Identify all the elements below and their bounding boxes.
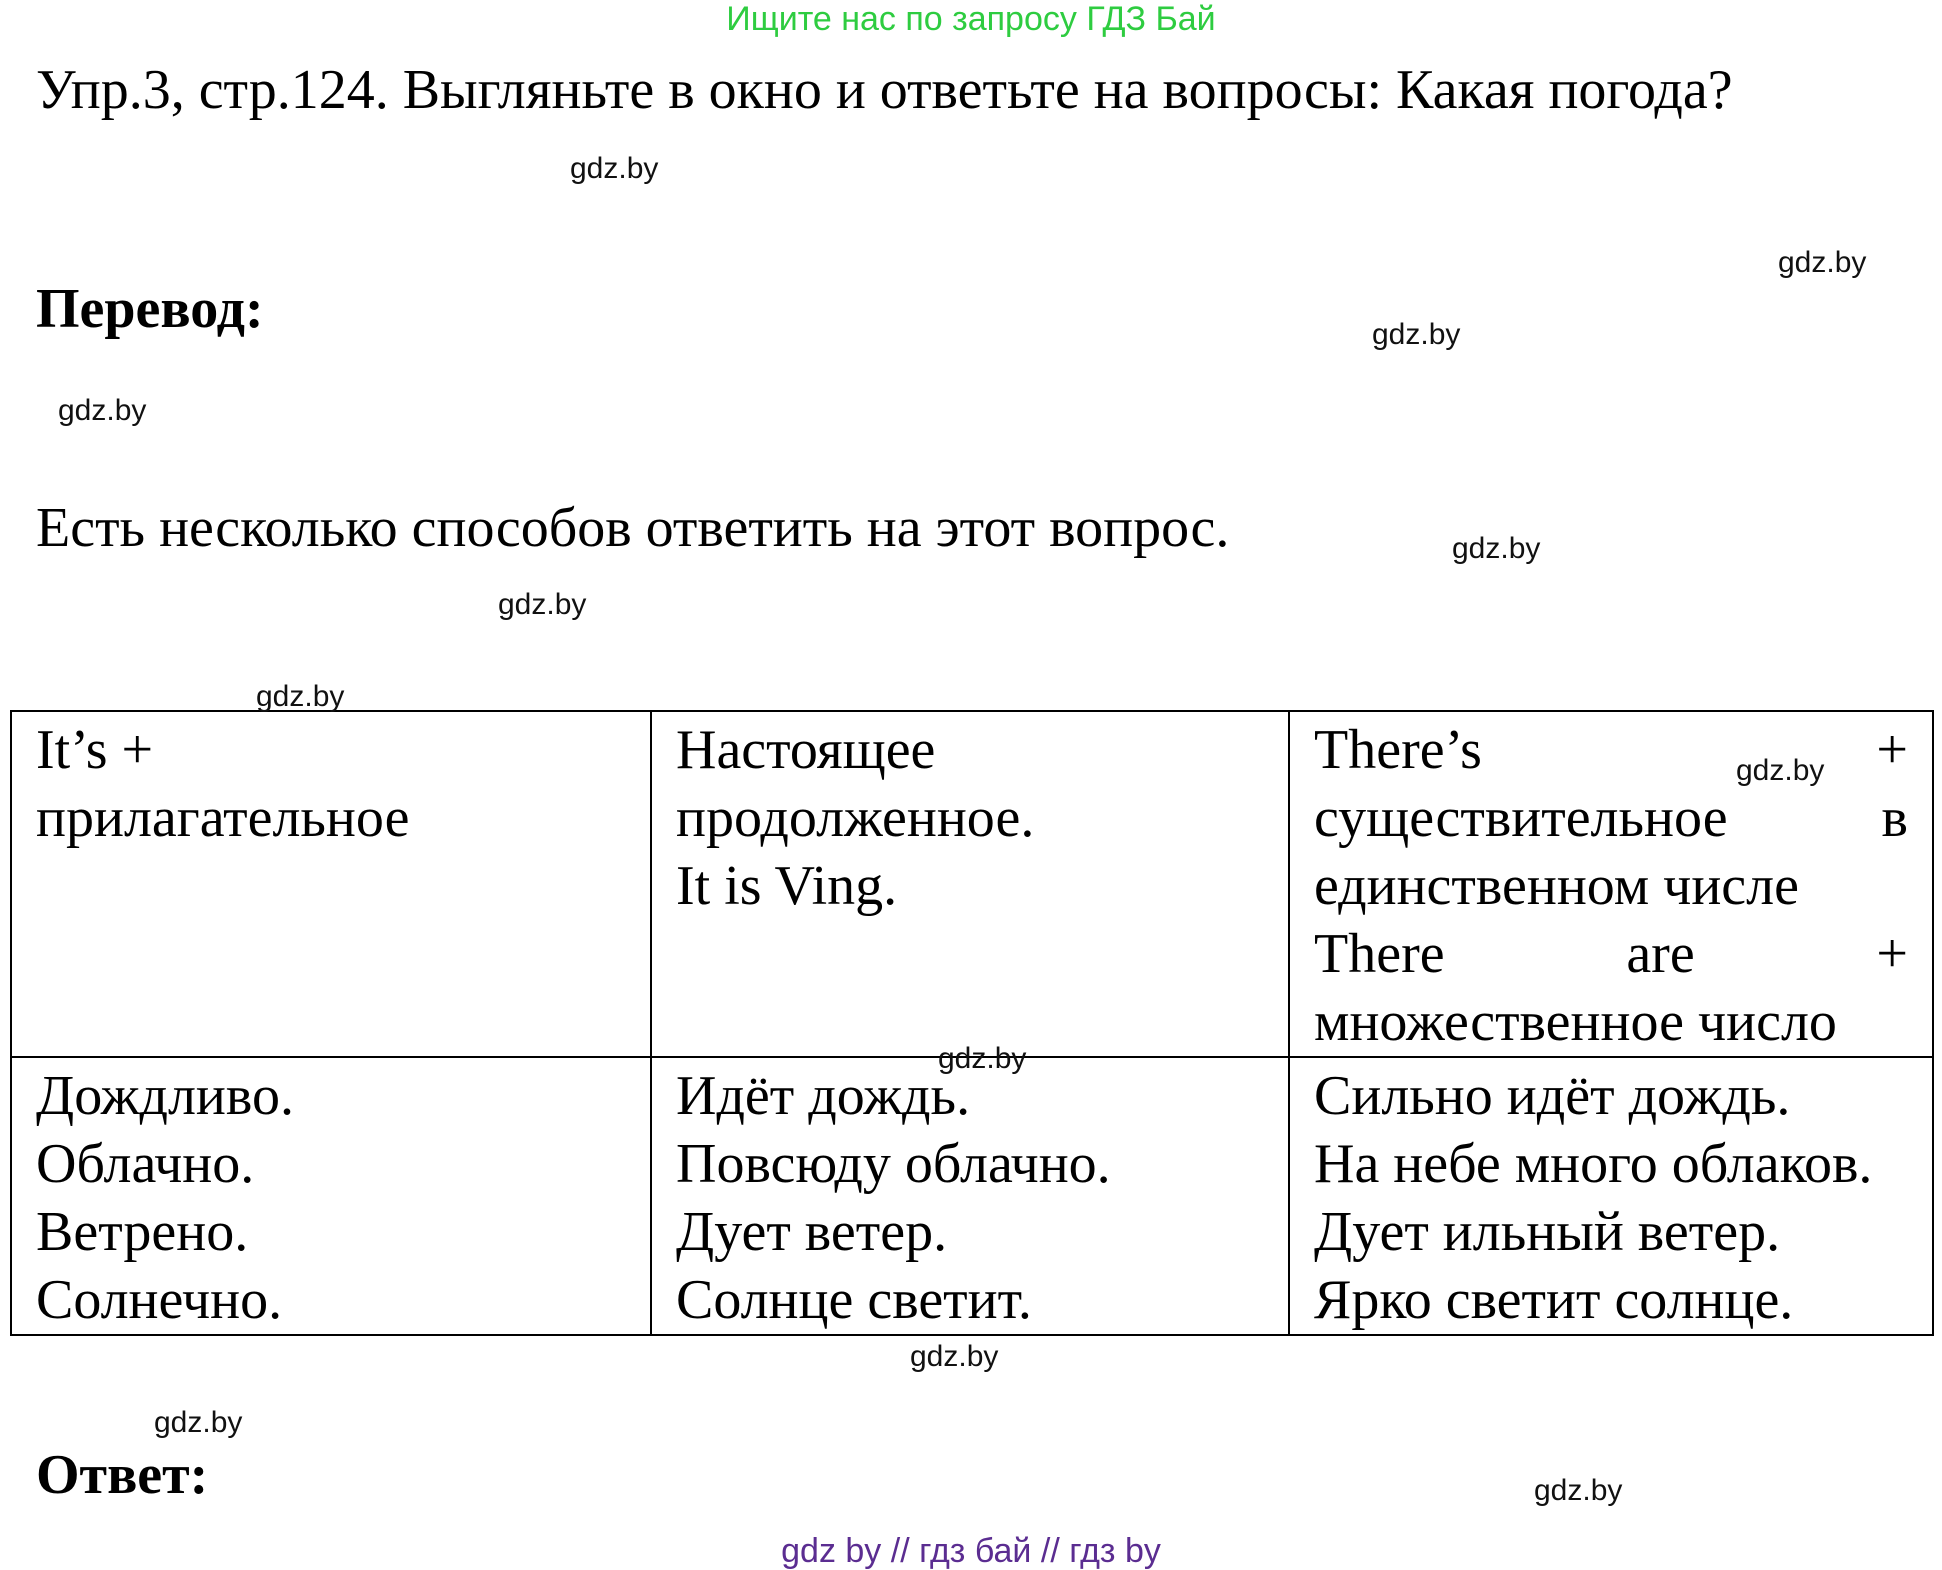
cell-word: are xyxy=(1626,923,1695,985)
watermark: gdz.by xyxy=(1372,318,1461,351)
cell-line: Дует ильный ветер. xyxy=(1314,1201,1781,1263)
watermark: gdz.by xyxy=(1534,1474,1623,1507)
watermark: gdz.by xyxy=(58,394,147,427)
cell-word: существительное xyxy=(1314,787,1728,849)
watermark: gdz.by xyxy=(256,680,345,713)
example-cell-present-continuous xyxy=(651,1057,1289,1335)
cell-line: единственном числе xyxy=(1314,855,1799,917)
watermark: gdz.by xyxy=(1778,246,1867,279)
cell-line: Повсюду облачно. xyxy=(676,1133,1111,1195)
cell-line: It’s + xyxy=(36,719,154,781)
cell-line: Солнце светит. xyxy=(676,1269,1032,1331)
cell-line: It is Ving. xyxy=(676,855,898,917)
cell-line: множественное число xyxy=(1314,991,1837,1053)
cell-word: + xyxy=(1876,719,1908,781)
search-banner: Ищите нас по запросу ГДЗ Бай xyxy=(726,0,1216,38)
watermark: gdz.by xyxy=(938,1042,1027,1075)
header-cell-there-is xyxy=(1289,711,1933,1057)
cell-word: в xyxy=(1881,787,1908,849)
task-title: Упр.3, стр.124. Выгляньте в окно и ответьте на вопросы: Какая погода? xyxy=(36,59,1733,121)
cell-word: + xyxy=(1876,923,1908,985)
example-cell-adjective xyxy=(11,1057,651,1335)
answer-heading: Ответ: xyxy=(36,1444,209,1506)
watermark: gdz.by xyxy=(1452,532,1541,565)
cell-line: Дождливо. xyxy=(36,1065,294,1127)
table-header-row xyxy=(11,711,1933,1057)
watermark: gdz.by xyxy=(570,152,659,185)
cell-line: Солнечно. xyxy=(36,1269,283,1331)
cell-line: На небе много облаков. xyxy=(1314,1133,1873,1195)
cell-line: продолженное. xyxy=(676,787,1035,849)
grammar-table xyxy=(10,710,1934,1336)
cell-line: Ярко светит солнце. xyxy=(1314,1269,1794,1331)
cell-line: Настоящее xyxy=(676,719,936,781)
cell-line: Ветрено. xyxy=(36,1201,249,1263)
footer-links[interactable]: gdz by // гдз бай // гдз by xyxy=(781,1532,1161,1570)
intro-text: Есть несколько способов ответить на этот вопрос. xyxy=(36,497,1230,559)
watermark: gdz.by xyxy=(1736,754,1825,787)
watermark: gdz.by xyxy=(154,1406,243,1439)
cell-line: Дует ветер. xyxy=(676,1201,948,1263)
cell-line: прилагательное xyxy=(36,787,410,849)
header-cell-adjective xyxy=(11,711,651,1057)
example-cell-there-is xyxy=(1289,1057,1933,1335)
table-example-row xyxy=(11,1057,1933,1335)
cell-line xyxy=(1314,784,1908,852)
cell-line xyxy=(1314,920,1908,988)
cell-line: Сильно идёт дождь. xyxy=(1314,1065,1791,1127)
translation-heading: Перевод: xyxy=(36,278,264,340)
cell-line: Идёт дождь. xyxy=(676,1065,971,1127)
cell-word: There’s xyxy=(1314,719,1482,781)
watermark: gdz.by xyxy=(910,1340,999,1373)
cell-word: There xyxy=(1314,923,1445,985)
cell-line: Облачно. xyxy=(36,1133,255,1195)
header-cell-present-continuous xyxy=(651,711,1289,1057)
watermark: gdz.by xyxy=(498,588,587,621)
